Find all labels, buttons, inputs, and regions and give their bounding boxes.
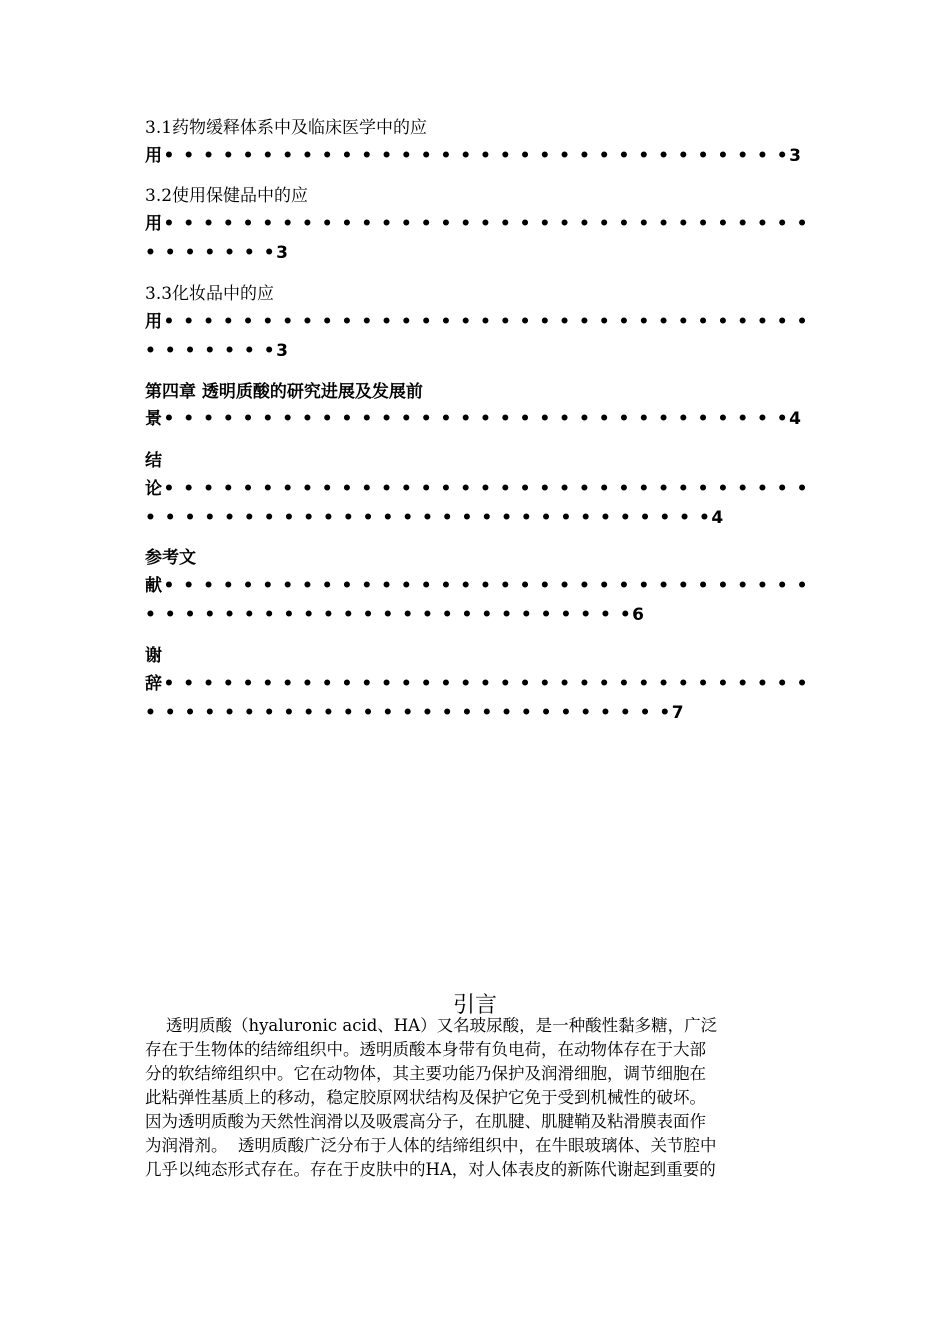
paragraph-line: 因为透明质酸为天然性润滑以及吸震高分子，在肌腱、肌腱鞘及粘滑膜表面作 <box>145 1112 706 1131</box>
toc-entry-leader: 景• • • • • • • • • • • • • • • • • • • • • • • • • • • • • • • •4 <box>145 409 803 429</box>
toc-entry-label[interactable]: 3.1药物缓释体系中及临床医学中的应 <box>145 118 428 138</box>
toc-entry-label[interactable]: 参考文 <box>145 548 196 568</box>
toc-entry-label[interactable]: 3.3化妆品中的应 <box>145 284 275 304</box>
toc-entry-leader: 用• • • • • • • • • • • • • • • • • • • • • • • • • • • • • • • •3 <box>145 146 803 166</box>
toc-entry-page: • • • • • • • • • • • • • • • • • • • • • • • • •6 <box>145 605 646 625</box>
paragraph-line: 几乎以纯态形式存在。存在于皮肤中的HA，对人体表皮的新陈代谢起到重要的 <box>145 1160 716 1179</box>
toc-entry-label[interactable]: 结 <box>145 451 162 471</box>
toc-entry-label[interactable]: 3.2使用保健品中的应 <box>145 186 309 206</box>
toc-entry-page: • • • • • • •3 <box>145 243 290 263</box>
toc-entry-leader: 用• • • • • • • • • • • • • • • • • • • • • • • • • • • • • • • • • <box>145 214 809 234</box>
toc-entry-leader: 辞• • • • • • • • • • • • • • • • • • • • • • • • • • • • • • • • • <box>145 674 809 694</box>
paragraph-line: 此粘弹性基质上的移动，稳定胶原网状结构及保护它免于受到机械性的破坏。 <box>145 1088 706 1107</box>
paragraph-line: 透明质酸（hyaluronic acid、HA）又名玻尿酸，是一种酸性黏多糖，广泛 <box>145 1016 718 1035</box>
toc-entry-label[interactable]: 第四章 透明质酸的研究进展及发展前 <box>145 382 423 402</box>
paragraph-line: 为润滑剂。 透明质酸广泛分布于人体的结缔组织中，在牛眼玻璃体、关节腔中 <box>145 1136 717 1155</box>
toc-entry-label[interactable]: 谢 <box>145 646 162 666</box>
toc-entry-leader: 论• • • • • • • • • • • • • • • • • • • • • • • • • • • • • • • • • <box>145 479 809 499</box>
toc-entry-page: • • • • • • • • • • • • • • • • • • • • • • • • • • • • •4 <box>145 508 725 528</box>
paragraph-line: 分的软结缔组织中。它在动物体，其主要功能乃保护及润滑细胞，调节细胞在 <box>145 1064 706 1083</box>
toc-entry-leader: 献• • • • • • • • • • • • • • • • • • • • • • • • • • • • • • • • • <box>145 576 809 596</box>
intro-paragraph <box>145 1014 807 1182</box>
toc-entry-page: • • • • • • • • • • • • • • • • • • • • • • • • • • •7 <box>145 703 686 723</box>
toc-entry-page: • • • • • • •3 <box>145 341 290 361</box>
section-title: 引言 <box>452 993 497 1018</box>
paragraph-line: 存在于生物体的结缔组织中。透明质酸本身带有负电荷，在动物体存在于大部 <box>145 1040 706 1059</box>
toc-entry-leader: 用• • • • • • • • • • • • • • • • • • • • • • • • • • • • • • • • • <box>145 312 809 332</box>
